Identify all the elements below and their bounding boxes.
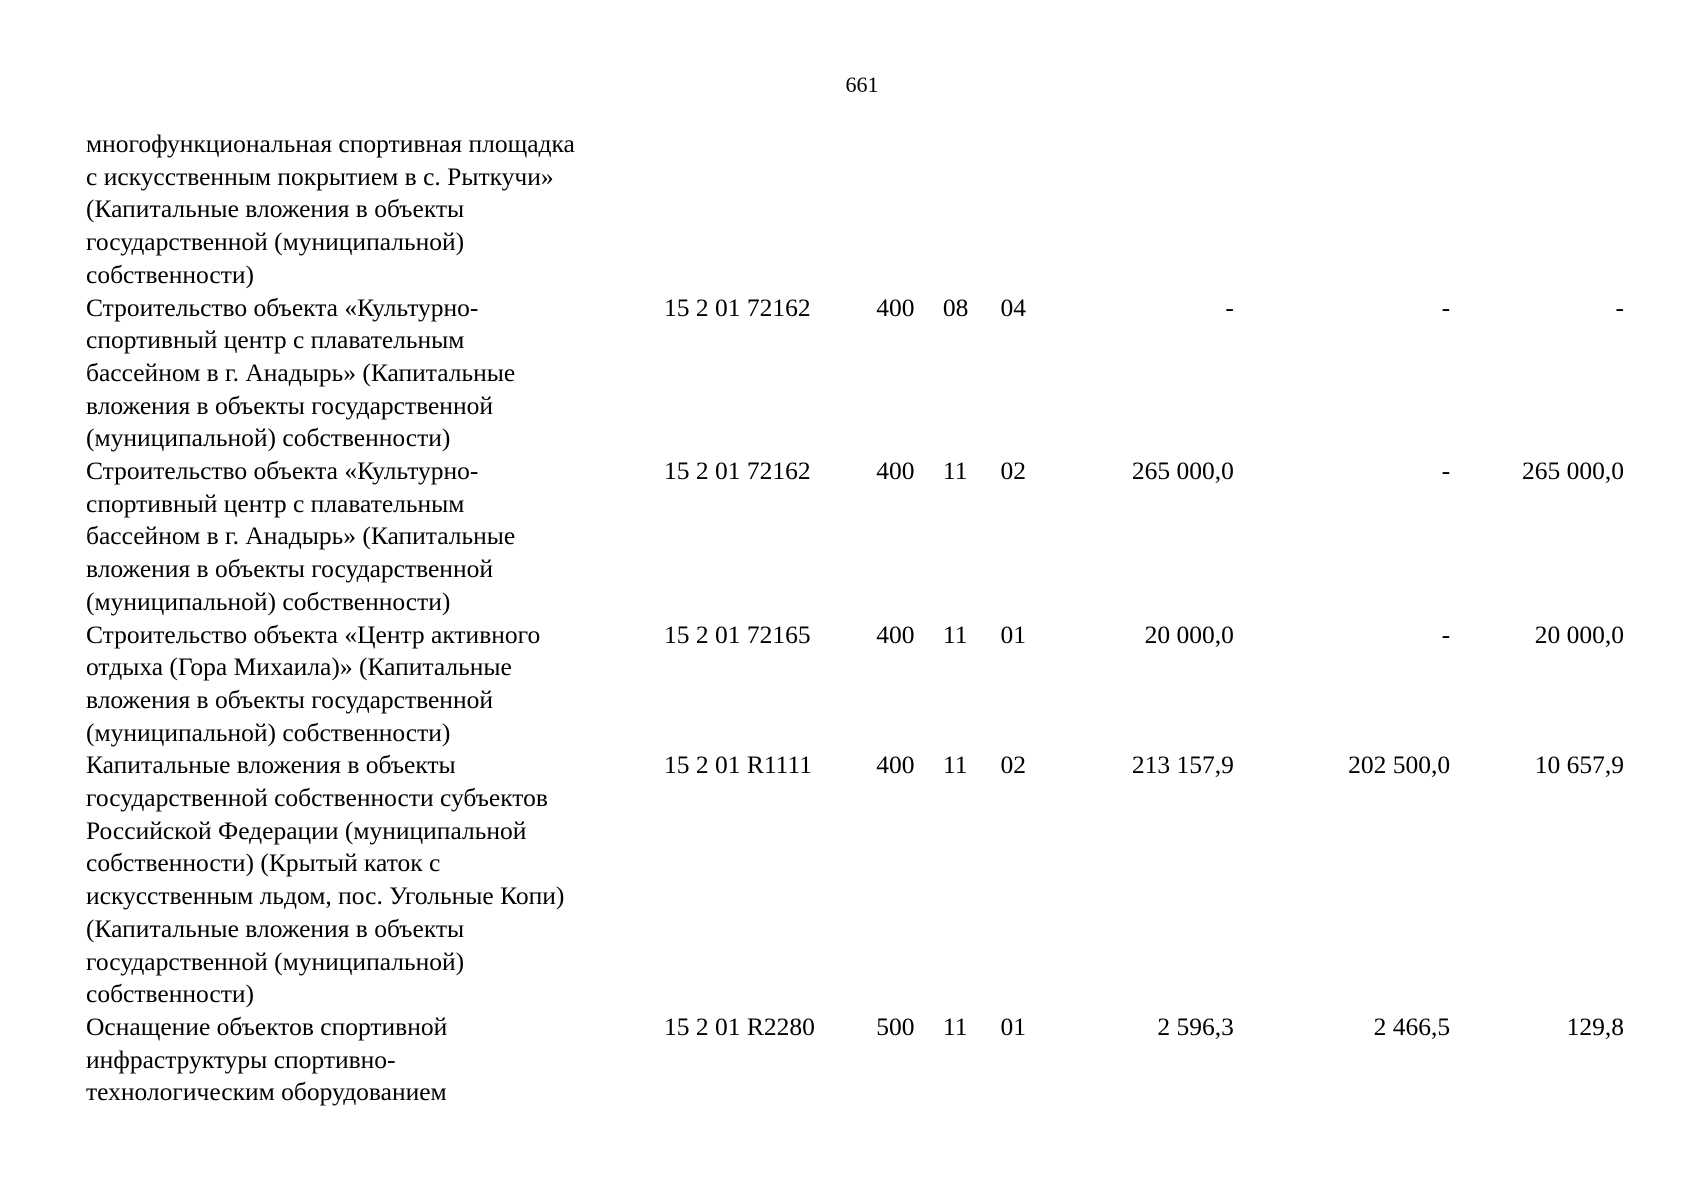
regional-amount: -	[1615, 292, 1624, 322]
section-code: 11	[942, 619, 968, 649]
item-name-line: (Капитальные вложения в объекты	[86, 913, 465, 943]
item-name-line: Строительство объекта «Культурно-	[86, 456, 479, 486]
section-code: 11	[942, 750, 968, 780]
subsection-code: 01	[1000, 1011, 1026, 1041]
subsection-code: 02	[1000, 456, 1026, 486]
total-amount	[1080, 128, 1234, 292]
expense-type-code: 400	[876, 456, 915, 486]
item-name-line: Оснащение объектов спортивной	[86, 1011, 448, 1041]
item-name	[86, 128, 664, 292]
regional-amount: 129,8	[1566, 1011, 1624, 1041]
item-name-line: вложения в объекты государственной	[86, 554, 493, 584]
item-name-line: вложения в объекты государственной	[86, 390, 493, 420]
target-article-code: 15 2 01 R2280	[664, 1011, 815, 1041]
item-name-line: (Капитальные вложения в объекты	[86, 194, 465, 224]
item-name	[86, 455, 664, 619]
section-code: 11	[942, 1011, 968, 1041]
target-article-code: 15 2 01 72162	[664, 292, 811, 322]
item-name	[86, 619, 664, 750]
item-name-line: инфраструктуры спортивно-	[86, 1044, 396, 1074]
section-code	[943, 128, 1001, 292]
target-article-code: 15 2 01 72165	[664, 619, 811, 649]
expense-type-code: 500	[876, 1011, 915, 1041]
federal-amount: -	[1441, 292, 1451, 322]
item-name	[86, 1011, 664, 1109]
federal-amount	[1234, 128, 1450, 292]
subsection-code: 02	[1000, 750, 1026, 780]
total-amount: 213 157,9	[1131, 750, 1234, 780]
item-name-line: технологическим оборудованием	[86, 1077, 447, 1107]
item-name-line: многофункциональная спортивная площадка	[86, 129, 575, 158]
total-amount: -	[1225, 292, 1234, 322]
item-name-line: отдыха (Гора Михаила)» (Капитальные	[86, 652, 512, 682]
item-name-line: искусственным льдом, пос. Угольные Копи)	[86, 881, 565, 911]
item-name	[86, 292, 664, 456]
expense-type-code: 400	[876, 750, 915, 780]
table-row	[86, 619, 1624, 750]
table-row	[86, 1011, 1624, 1109]
total-amount: 20 000,0	[1144, 619, 1234, 649]
total-amount: 265 000,0	[1131, 456, 1234, 486]
table-row	[86, 292, 1624, 456]
target-article-code: 15 2 01 R1111	[664, 750, 813, 780]
expense-type-code: 400	[876, 619, 915, 649]
total-amount: 2 596,3	[1157, 1011, 1234, 1041]
federal-amount: 2 466,5	[1373, 1011, 1451, 1041]
section-code: 11	[942, 456, 968, 486]
regional-amount: 10 657,9	[1534, 750, 1624, 780]
item-name-line: Строительство объекта «Центр активного	[86, 619, 541, 649]
item-name-line: Российской Федерации (муниципальной	[86, 815, 527, 845]
subsection-code: 01	[1000, 619, 1026, 649]
subsection-code: 04	[1000, 292, 1026, 322]
budget-table	[86, 128, 1624, 1109]
item-name-line: вложения в объекты государственной	[86, 684, 493, 714]
federal-amount: -	[1441, 456, 1451, 486]
section-code: 08	[942, 292, 969, 322]
item-name-line: собственности)	[86, 259, 254, 289]
expense-type-code	[876, 128, 943, 292]
item-name	[86, 749, 664, 1011]
item-name-line: (муниципальной) собственности)	[86, 717, 451, 747]
item-name-line: спортивный центр с плавательным	[86, 488, 465, 518]
table-row	[86, 128, 1624, 292]
item-name-line: спортивный центр с плавательным	[86, 325, 465, 355]
table-row	[86, 749, 1624, 1011]
item-name-line: с искусственным покрытием в с. Рыткучи»	[86, 161, 554, 191]
expense-type-code: 400	[876, 292, 915, 322]
item-name-line: (муниципальной) собственности)	[86, 586, 451, 616]
regional-amount: 265 000,0	[1522, 456, 1624, 486]
subsection-code	[1000, 128, 1080, 292]
item-name-line: Капитальные вложения в объекты	[86, 750, 456, 780]
table-row	[86, 455, 1624, 619]
regional-amount	[1450, 128, 1624, 292]
item-name-line: собственности) (Крытый каток с	[86, 848, 441, 878]
item-name-line: собственности)	[86, 979, 254, 1009]
federal-amount: 202 500,0	[1348, 750, 1451, 780]
page-number: 661	[845, 72, 879, 97]
item-name-line: бассейном в г. Анадырь» (Капитальные	[86, 357, 516, 387]
item-name-line: Строительство объекта «Культурно-	[86, 292, 479, 322]
item-name-line: государственной (муниципальной)	[86, 227, 465, 257]
federal-amount: -	[1441, 619, 1451, 649]
item-name-line: государственной (муниципальной)	[86, 946, 465, 976]
item-name-line: государственной собственности субъектов	[86, 783, 548, 813]
item-name-line: (муниципальной) собственности)	[86, 423, 451, 453]
regional-amount: 20 000,0	[1534, 619, 1624, 649]
item-name-line: бассейном в г. Анадырь» (Капитальные	[86, 521, 516, 551]
budget-table-body	[86, 128, 1624, 1109]
target-article-code	[664, 128, 876, 292]
target-article-code: 15 2 01 72162	[664, 456, 811, 486]
